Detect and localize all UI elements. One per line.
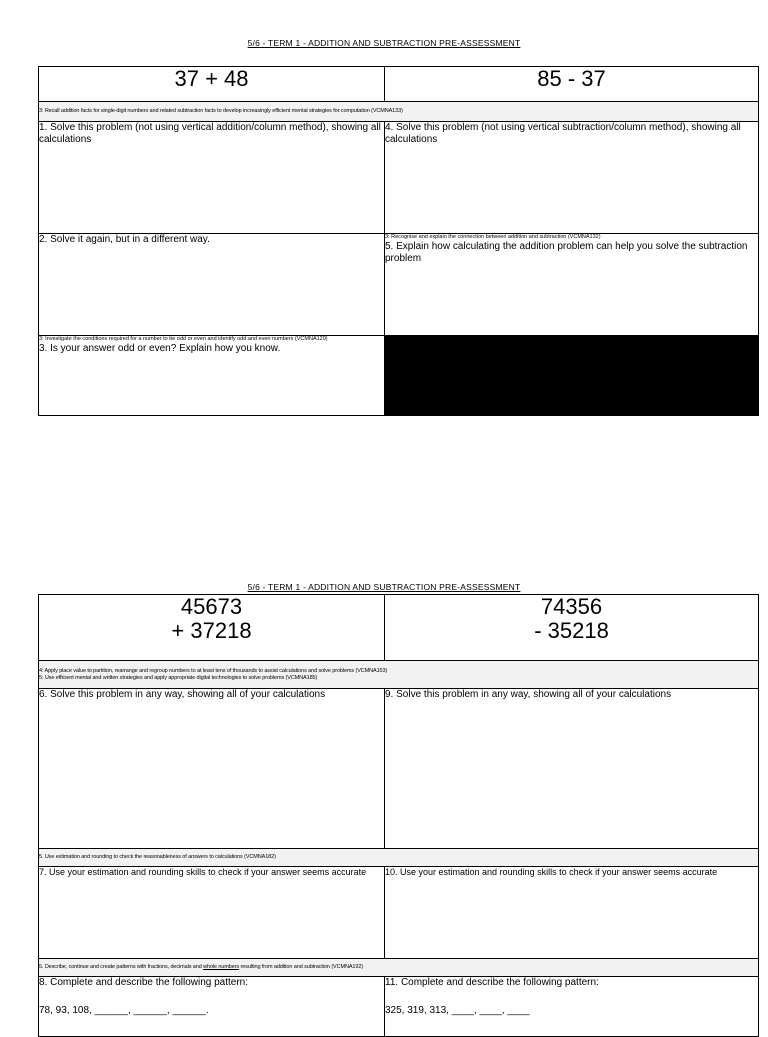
question-7: 7. Use your estimation and rounding skills to check if your answer seems accurate xyxy=(39,867,385,959)
curriculum-standard: 3: Recall addition facts for single-digit numbers and related subtraction facts to develop increasingly efficient mental strategies for computation (VCMNA133) xyxy=(39,102,759,122)
question-3-standard: 3: Investigate the conditions required for a number to be odd or even and identify odd and even numbers (VCMNA129) xyxy=(39,336,328,342)
assessment-table-2 xyxy=(38,594,759,1037)
curriculum-standards-4-5 xyxy=(39,661,759,689)
curriculum-standard-5a: 5: Use efficient mental and written strategies and apply appropriate digital technologies to solve problems (VCMNA185) xyxy=(39,674,318,681)
question-8-pattern: 78, 93, 108, ______, ______, ______. xyxy=(39,1004,209,1016)
curriculum-standard-5b: 5. Use estimation and rounding to check the reasonableness of answers to calculations (VCMNA182) xyxy=(39,849,759,867)
question-11: 11. Complete and describe the following pattern: xyxy=(385,977,599,988)
question-9: 9. Solve this problem in any way, showing all of your calculations xyxy=(385,689,759,849)
question-11-cell xyxy=(385,977,759,1037)
question-1: 1. Solve this problem (not using vertical addition/column method), showing all calculations xyxy=(39,122,385,234)
question-5: 5. Explain how calculating the addition problem can help you solve the subtraction problem xyxy=(385,241,748,264)
addition-line-2: + 37218 xyxy=(171,618,252,643)
question-5-standard: 3: Recognise and explain the connection between addition and subtraction (VCMNA132) xyxy=(385,234,601,240)
subtraction-line-1: 74356 xyxy=(540,594,603,619)
whole-numbers-underlined: whole numbers xyxy=(203,964,240,970)
addition-problem-2 xyxy=(39,595,385,661)
question-5-cell xyxy=(385,234,759,336)
curriculum-standard-5c xyxy=(39,959,759,977)
question-6: 6. Solve this problem in any way, showing all of your calculations xyxy=(39,689,385,849)
question-10: 10. Use your estimation and rounding skills to check if your answer seems accurate xyxy=(385,867,759,959)
question-8: 8. Complete and describe the following pattern: xyxy=(39,977,249,988)
assessment-table-1 xyxy=(38,66,759,416)
question-2: 2. Solve it again, but in a different way. xyxy=(39,234,385,336)
subtraction-line-2: - 35218 xyxy=(534,618,609,643)
question-11-pattern: 325, 319, 313, ____, ____, ____ xyxy=(385,1004,530,1016)
addition-problem: 37 + 48 xyxy=(39,67,385,102)
question-3: 3. Is your answer odd or even? Explain how you know. xyxy=(39,343,281,354)
addition-line-1: 45673 xyxy=(180,594,243,619)
curriculum-standard-4: 4: Apply place value to partition, rearrange and regroup numbers to at least tens of thousands to assist calculations and solve problems (VCMNA153) xyxy=(39,667,388,674)
subtraction-problem-2 xyxy=(385,595,759,661)
question-8-cell xyxy=(39,977,385,1037)
standard-5c-text: 5. Describe, continue and create patterns with fractions, decimals and xyxy=(39,964,204,970)
question-3-cell xyxy=(39,336,385,416)
worksheet-title-2: 5/6 - TERM 1 - ADDITION AND SUBTRACTION PRE-ASSESSMENT xyxy=(247,582,521,592)
subtraction-problem: 85 - 37 xyxy=(385,67,759,102)
standard-5c-text-end: resulting from addition and subtraction (VCMNA192) xyxy=(239,964,364,970)
worksheet-title: 5/6 - TERM 1 - ADDITION AND SUBTRACTION PRE-ASSESSMENT xyxy=(247,38,521,48)
question-4: 4. Solve this problem (not using vertical subtraction/column method), showing all calculations xyxy=(385,122,759,234)
blacked-out-cell xyxy=(385,336,759,416)
